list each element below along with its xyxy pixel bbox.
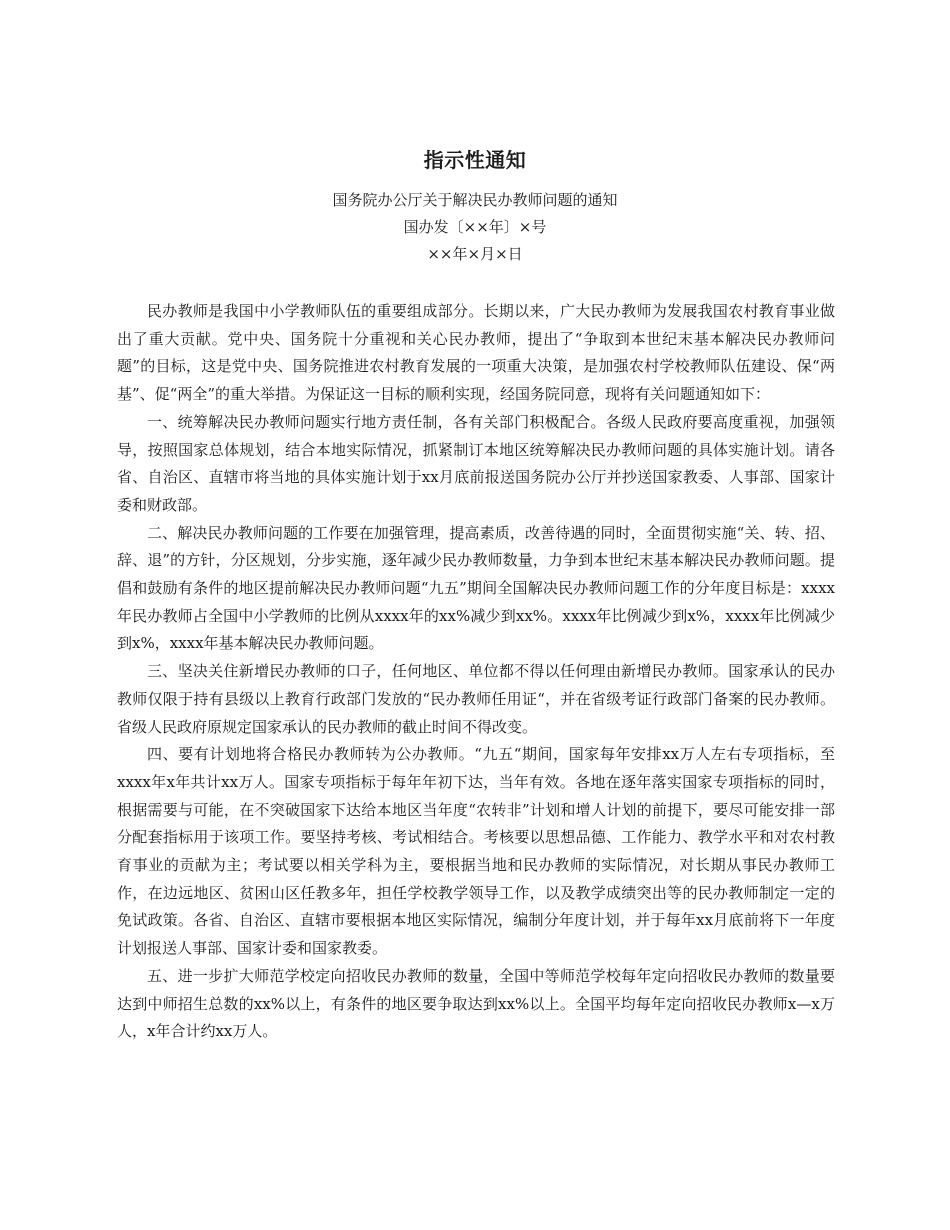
paragraph-item-2: 二、解决民办教师问题的工作要在加强管理，提高素质，改善待遇的同时，全面贯彻实施“关、转、招、辞、退”的方针，分区规划，分步实施，逐年减少民办教师数量，力争到本世纪末基本解决民办教师问题。提倡和鼓励有条件的地区提前解决民办教师问题“九五”期间全国解决民办教师问题工作的分年度目标是：xxxx年民办教师占全国中小学教师的比例从xxxx年的xx%减少到xx%。xxxx年比例减少到x%，xxxx年比例减少到x%，xxxx年基本解决民办教师问题。: [117, 523, 835, 653]
paragraph-item-4: 四、要有计划地将合格民办教师转为公办教师。“九五“期间，国家每年安排xx万人左右专项指标，至xxxx年x年共计xx万人。国家专项指标于每年年初下达，当年有效。各地在逐年落实国家专项指标的同时，根据需要与可能，在不突破国家下达给本地区当年度“农转非”计划和增人计划的前提下，要尽可能安排一部分配套指标用于该项工作。要坚持考核、考试相结合。考核要以思想品德、工作能力、教学水平和对农村教育事业的贡献为主；考试要以相关学科为主，要根据当地和民办教师的实际情况，对长期从事民办教师工作，在边远地区、贫困山区任教多年，担任学校教学领导工作，以及教学成绩突出等的民办教师制定一定的免试政策。各省、自治区、直辖市要根据本地区实际情况，编制分年度计划，并于每年xx月底前将下一年度计划报送人事部、国家计委和国家教委。: [117, 745, 835, 958]
paragraph-item-3: 三、坚决关住新增民办教师的口子，任何地区、单位都不得以任何理由新增民办教师。国家承认的民办教师仅限于持有县级以上教育行政部门发放的“民办教师任用证“，并在省级考证行政部门备案的民办教师。省级人民政府原规定国家承认的民办教师的截止时间不得改变。: [117, 662, 835, 736]
document-title: 指示性通知: [423, 148, 527, 172]
document-number: 国办发〔××年〕×号: [403, 218, 547, 236]
document-subtitle: 国务院办公厅关于解决民办教师问题的通知: [332, 191, 618, 209]
document-body: [117, 298, 835, 1046]
document-date: ××年×月×日: [427, 245, 523, 263]
paragraph-intro: 民办教师是我国中小学教师队伍的重要组成部分。长期以来，广大民办教师为发展我国农村教育事业做出了重大贡献。党中央、国务院十分重视和关心民办教师，提出了“争取到本世纪末基本解决民办教师问题”的目标，这是党中央、国务院推进农村教育发展的一项重大决策，是加强农村学校教师队伍建设、保“两基”、促“两全”的重大举措。为保证这一目标的顺利实现，经国务院同意，现将有关问题通知如下：: [117, 302, 835, 404]
paragraph-item-5: 五、进一步扩大师范学校定向招收民办教师的数量，全国中等师范学校每年定向招收民办教师的数量要达到中师招生总数的xx%以上，有条件的地区要争取达到xx%以上。全国平均每年定向招收民办教师x—x万人，x年合计约xx万人。: [117, 966, 835, 1041]
paragraph-item-1: 一、统筹解决民办教师问题实行地方责任制，各有关部门积极配合。各级人民政府要高度重视，加强领导，按照国家总体规划，结合本地实际情况，抓紧制订本地区统筹解决民办教师问题的具体实施计划。请各省、自治区、直辖市将当地的具体实施计划于xx月底前报送国务院办公厅并抄送国家教委、人事部、国家计委和财政部。: [117, 412, 835, 514]
